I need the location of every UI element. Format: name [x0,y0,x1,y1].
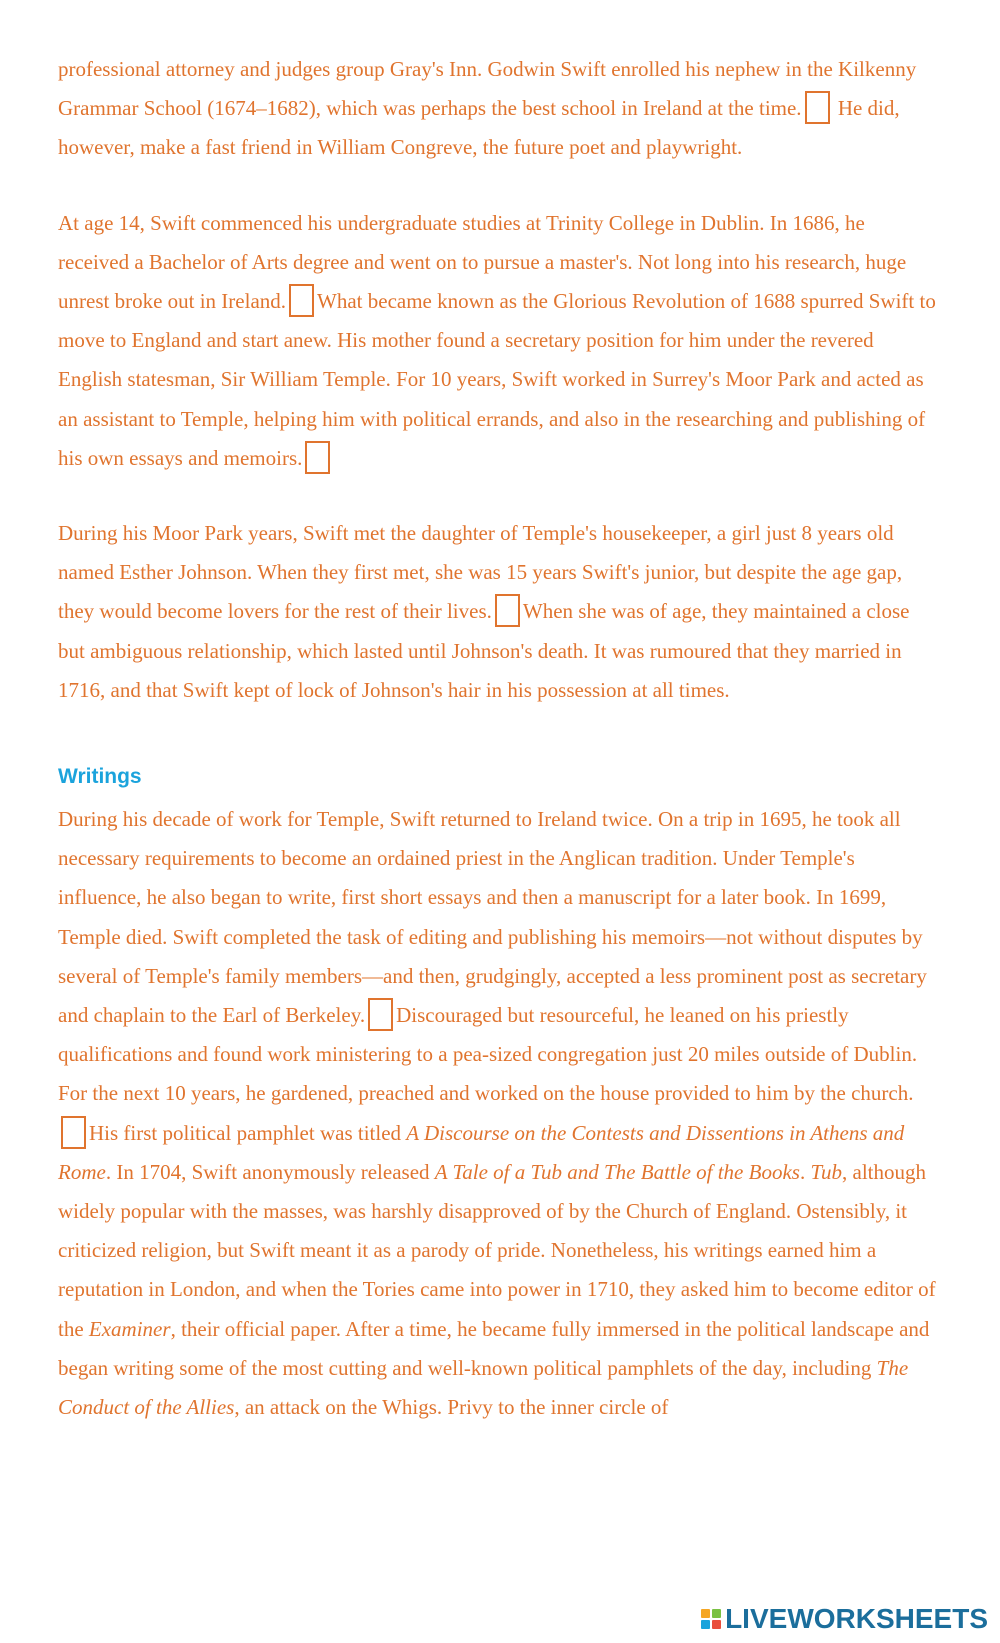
answer-box-4[interactable] [495,594,520,627]
liveworksheets-logo [701,1603,988,1635]
answer-box-3[interactable] [305,441,330,474]
logo-mark-icon [701,1609,721,1629]
section-heading-writings: Writings [58,765,142,789]
paragraph-2: At age 14, Swift commenced his undergraduate studies at Trinity College in Dublin. In 1686, he received a Bachelor of Arts degree and went on to pursue a master's. Not long into his research, huge unrest broke out in Ireland. What became known as the Glorious Revolution of 1688 spurred Swift to move to England and start anew. His mother found a secretary position for him under the revered English statesman, Sir William Temple. For 10 years, Swift worked in Surrey's Moor Park and acted as an assistant to Temple, helping him with political errands, and also in the researching and publishing of his own essays and memoirs. [58,204,938,478]
answer-box-6[interactable] [61,1116,86,1149]
paragraph-1: professional attorney and judges group Gray's Inn. Godwin Swift enrolled his nephew in the Kilkenny Grammar School (1674–1682), which was perhaps the best school in Ireland at the time. He did, however, make a fast friend in William Congreve, the future poet and playwright. [58,57,917,160]
document-body [58,50,938,1427]
paragraph-4: During his decade of work for Temple, Swift returned to Ireland twice. On a trip in 1695, he took all necessary requirements to become an ordained priest in the Anglican tradition. Under Temple's influence, he also began to write, first short essays and then a manuscript for a later book. In 1699, Temple died. Swift completed the task of editing and publishing his memoirs—not without disputes by several of Temple's family members—and then, grudgingly, accepted a less prominent post as secretary and chaplain to the Earl of Berkeley. Discouraged but resourceful, he leaned on his priestly qualifications and found work ministering to a pea-sized congregation just 20 miles outside of Dublin. For the next 10 years, he gardened, preached and worked on the house provided to him by the church.His first political pamphlet was titled A Discourse on the Contests and Dissentions in Athens and Rome. In 1704, Swift anonymously released A Tale of a Tub and The Battle of the Books. Tub, although widely popular with the masses, was harshly disapproved of by the Church of England. Ostensibly, it criticized religion, but Swift meant it as a parody of pride. Nonetheless, his writings earned him a reputation in London, and when the Tories came into power in 1710, they asked him to become editor of the Examiner, their official paper. After a time, he became fully immersed in the political landscape and began writing some of the most cutting and well-known political pamphlets of the day, including The Conduct of the Allies, an attack on the Whigs. Privy to the inner circle of [58,807,936,1420]
paragraph-3: During his Moor Park years, Swift met the daughter of Temple's housekeeper, a girl just 8 years old named Esther Johnson. When they first met, she was 15 years Swift's junior, but despite the age gap, they would become lovers for the rest of their lives. When she was of age, they maintained a close but ambiguous relationship, which lasted until Johnson's death. It was rumoured that they married in 1716, and that Swift kept of lock of Johnson's hair in his possession at all times. [58,521,910,702]
brand-name: LIVEWORKSHEETS [725,1603,988,1634]
answer-box-1[interactable] [805,91,830,124]
answer-box-5[interactable] [368,998,393,1031]
answer-box-2[interactable] [289,284,314,317]
